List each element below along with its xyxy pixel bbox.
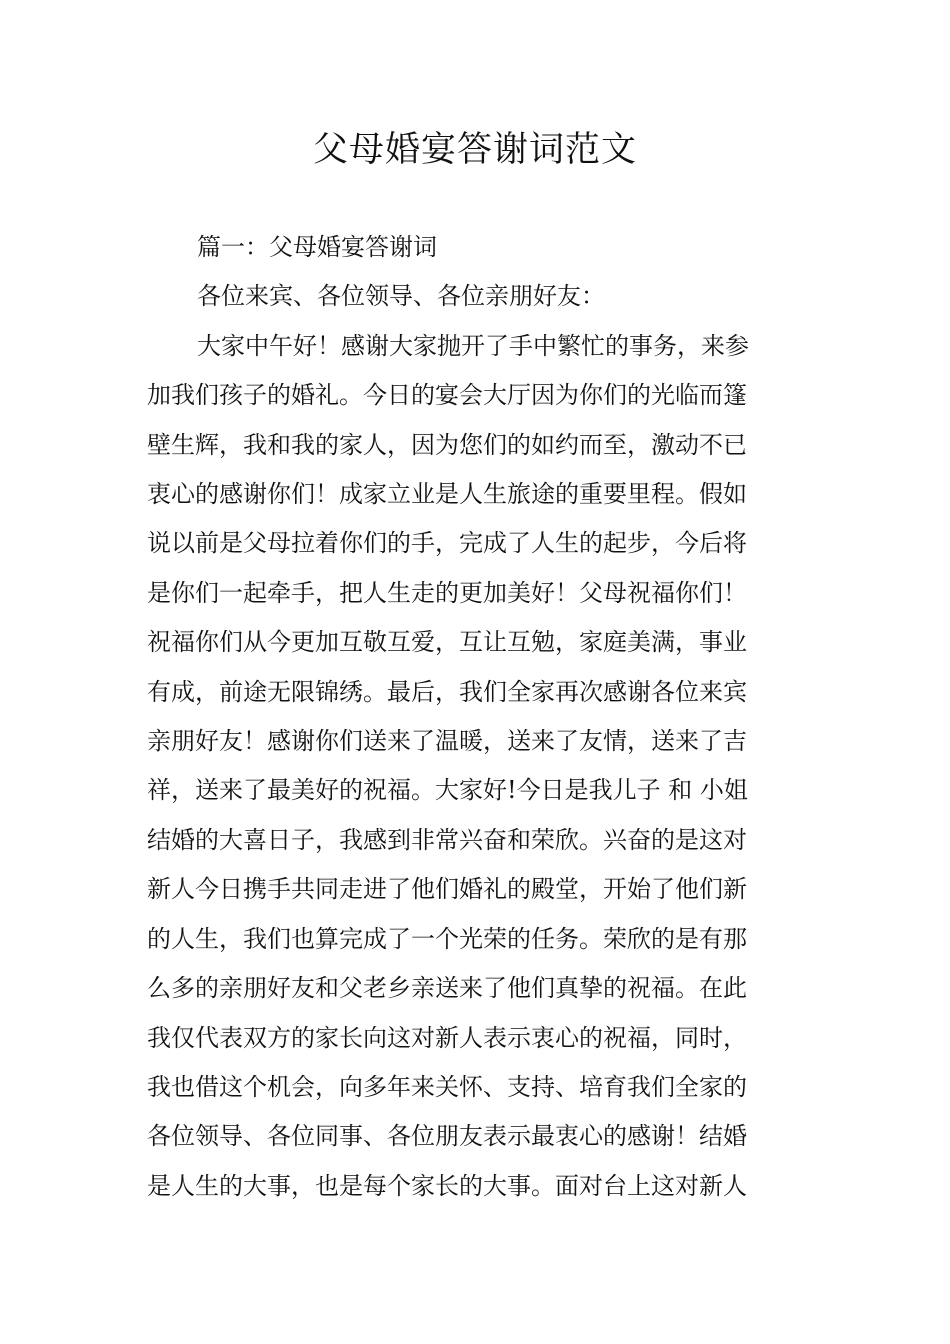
body-line: 各位领导、各位同事、各位朋友表示最衷心的感谢！结婚 [147, 1122, 747, 1151]
body-line: 加我们孩子的婚礼。今日的宴会大厅因为你们的光临而篷 [147, 381, 747, 410]
document-body [147, 223, 811, 1211]
body-line: 结婚的大喜日子，我感到非常兴奋和荣欣。兴奋的是这对 [147, 825, 747, 854]
body-line: 大家中午好！感谢大家抛开了手中繁忙的事务，来参 [197, 331, 749, 360]
body-line: 我仅代表双方的家长向这对新人表示衷心的祝福，同时， [147, 1023, 747, 1052]
document-title: 父母婚宴答谢词范文 [312, 130, 637, 170]
body-line: 衷心的感谢你们！成家立业是人生旅途的重要里程。假如 [147, 480, 747, 509]
body-line: 的人生，我们也算完成了一个光荣的任务。荣欣的是有那 [147, 924, 747, 953]
body-line: 是人生的大事，也是每个家长的大事。面对台上这对新人 [147, 1171, 747, 1200]
body-line: 么多的亲朋好友和父老乡亲送来了他们真挚的祝福。在此 [147, 974, 747, 1003]
body-line: 新人今日携手共同走进了他们婚礼的殿堂，开始了他们新 [147, 875, 747, 904]
body-line: 壁生辉，我和我的家人，因为您们的如约而至，激动不已 [147, 430, 747, 459]
body-line: 我也借这个机会，向多年来关怀、支持、培育我们全家的 [147, 1072, 747, 1101]
body-line: 说以前是父母拉着你们的手，完成了人生的起步，今后将 [147, 529, 747, 558]
section-heading: 篇一：父母婚宴答谢词 [197, 233, 437, 261]
body-line: 有成，前途无限锦绣。最后，我们全家再次感谢各位来宾 [147, 677, 747, 706]
body-line: 是你们一起牵手，把人生走的更加美好！父母祝福你们！ [147, 578, 747, 607]
salutation: 各位来宾、各位领导、各位亲朋好友： [197, 282, 605, 311]
body-line: 亲朋好友！感谢你们送来了温暖，送来了友情，送来了吉 [147, 727, 747, 756]
body-line: 祥，送来了最美好的祝福。大家好!今日是我儿子 和 小姐 [147, 776, 748, 805]
body-line: 祝福你们从今更加互敬互爱，互让互勉，家庭美满，事业 [147, 628, 747, 657]
